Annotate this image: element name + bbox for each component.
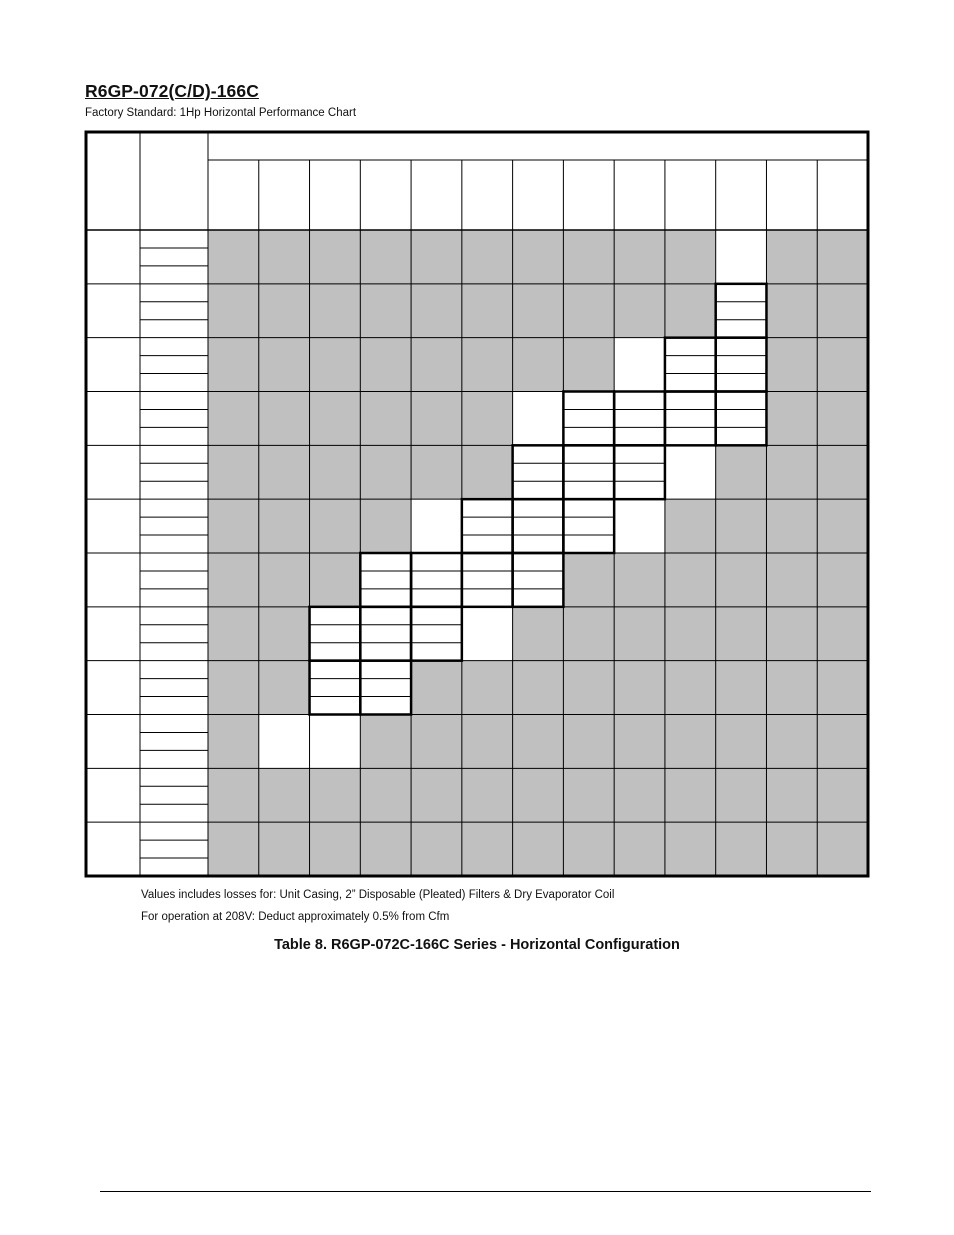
shaded-cell (411, 338, 462, 392)
shaded-cell (614, 768, 665, 822)
shaded-cell (665, 499, 716, 553)
shaded-cell (259, 392, 310, 446)
shaded-cell (817, 661, 868, 715)
shaded-cell (462, 230, 513, 284)
blank-cell (411, 499, 462, 553)
shaded-cell (310, 392, 361, 446)
blank-cell (614, 499, 665, 553)
shaded-cell (462, 392, 513, 446)
shaded-cell (259, 338, 310, 392)
shaded-cell (817, 230, 868, 284)
shaded-cell (360, 338, 411, 392)
operating-cell (665, 392, 716, 446)
operating-cell (360, 661, 411, 715)
operating-cell (716, 392, 767, 446)
operating-cell (716, 338, 767, 392)
shaded-cell (766, 822, 817, 876)
shaded-cell (513, 607, 564, 661)
shaded-cell (563, 768, 614, 822)
shaded-cell (513, 715, 564, 769)
blank-cell (310, 715, 361, 769)
operating-cell (513, 445, 564, 499)
shaded-cell (462, 445, 513, 499)
footer-rule (100, 1191, 871, 1192)
shaded-cell (716, 822, 767, 876)
shaded-cell (716, 499, 767, 553)
shaded-cell (614, 715, 665, 769)
shaded-cell (310, 553, 361, 607)
shaded-cell (360, 230, 411, 284)
shaded-cell (259, 553, 310, 607)
shaded-cell (208, 445, 259, 499)
operating-cell (614, 445, 665, 499)
shaded-cell (411, 768, 462, 822)
shaded-cell (665, 607, 716, 661)
document-title: R6GP-072(C/D)-166C (85, 81, 259, 101)
shaded-cell (411, 230, 462, 284)
shaded-cell (716, 553, 767, 607)
shaded-cell (817, 445, 868, 499)
shaded-cell (208, 499, 259, 553)
shaded-cell (614, 607, 665, 661)
shaded-cell (310, 338, 361, 392)
operating-cell (360, 607, 411, 661)
shaded-cell (716, 661, 767, 715)
shaded-cell (360, 822, 411, 876)
shaded-cell (208, 553, 259, 607)
shaded-cell (208, 607, 259, 661)
shaded-cell (665, 822, 716, 876)
shaded-cell (817, 392, 868, 446)
shaded-cell (563, 822, 614, 876)
shaded-cell (411, 445, 462, 499)
shaded-cell (817, 768, 868, 822)
shaded-cell (462, 338, 513, 392)
shaded-cell (614, 230, 665, 284)
shaded-cell (208, 822, 259, 876)
shaded-cell (310, 284, 361, 338)
shaded-cell (614, 284, 665, 338)
shaded-cell (360, 445, 411, 499)
shaded-cell (563, 284, 614, 338)
voltage-note: For operation at 208V: Deduct approximately 0.5% from Cfm (141, 911, 450, 923)
shaded-cell (411, 284, 462, 338)
shaded-cell (360, 499, 411, 553)
shaded-cell (259, 445, 310, 499)
shaded-cell (208, 768, 259, 822)
shaded-cell (360, 768, 411, 822)
blank-cell (716, 230, 767, 284)
shaded-cell (259, 230, 310, 284)
shaded-cell (411, 392, 462, 446)
shaded-cell (766, 230, 817, 284)
shaded-cell (614, 661, 665, 715)
shaded-cell (665, 230, 716, 284)
blank-cell (513, 392, 564, 446)
shaded-cell (614, 553, 665, 607)
shaded-cell (766, 284, 817, 338)
shaded-cell (766, 768, 817, 822)
shaded-cell (563, 715, 614, 769)
operating-cell (310, 607, 361, 661)
shaded-cell (716, 445, 767, 499)
shaded-cell (513, 284, 564, 338)
shaded-cell (208, 284, 259, 338)
shaded-cell (259, 768, 310, 822)
shaded-cell (766, 499, 817, 553)
shaded-cell (766, 445, 817, 499)
shaded-cell (310, 822, 361, 876)
operating-cell (360, 553, 411, 607)
shaded-cell (513, 822, 564, 876)
operating-cell (563, 392, 614, 446)
shaded-cell (411, 822, 462, 876)
shaded-cell (360, 715, 411, 769)
shaded-cell (665, 768, 716, 822)
losses-note: Values includes losses for: Unit Casing, 2” Disposable (Pleated) Filters & Dry Evaporator Coil (141, 889, 615, 901)
shaded-cell (259, 607, 310, 661)
shaded-cell (563, 338, 614, 392)
shaded-cell (259, 661, 310, 715)
shaded-cell (310, 230, 361, 284)
operating-cell (563, 499, 614, 553)
blank-cell (614, 338, 665, 392)
operating-cell (513, 553, 564, 607)
shaded-cell (259, 822, 310, 876)
shaded-cell (563, 230, 614, 284)
operating-cell (462, 499, 513, 553)
shaded-cell (513, 338, 564, 392)
operating-cell (411, 607, 462, 661)
operating-cell (513, 499, 564, 553)
shaded-cell (766, 553, 817, 607)
shaded-cell (665, 661, 716, 715)
shaded-cell (817, 553, 868, 607)
shaded-cell (766, 607, 817, 661)
shaded-cell (259, 284, 310, 338)
table-caption: Table 8. R6GP-072C-166C Series - Horizontal Configuration (274, 937, 680, 953)
shaded-cell (817, 499, 868, 553)
operating-cell (716, 284, 767, 338)
shaded-cell (208, 338, 259, 392)
operating-cell (665, 338, 716, 392)
shaded-cell (310, 499, 361, 553)
shaded-cell (665, 715, 716, 769)
shaded-cell (716, 715, 767, 769)
operating-cell (563, 445, 614, 499)
shaded-cell (766, 338, 817, 392)
shaded-cell (462, 822, 513, 876)
shaded-cell (208, 392, 259, 446)
shaded-cell (513, 661, 564, 715)
shaded-cell (817, 607, 868, 661)
shaded-cell (310, 445, 361, 499)
shaded-cell (360, 284, 411, 338)
shaded-cell (208, 715, 259, 769)
shaded-cell (716, 607, 767, 661)
shaded-cell (614, 822, 665, 876)
shaded-cell (462, 768, 513, 822)
shaded-cell (766, 715, 817, 769)
shaded-cell (208, 661, 259, 715)
shaded-cell (513, 768, 564, 822)
shaded-cell (766, 661, 817, 715)
shaded-cell (817, 338, 868, 392)
document-subtitle: Factory Standard: 1Hp Horizontal Performance Chart (85, 107, 357, 119)
operating-cell (462, 553, 513, 607)
shaded-cell (817, 284, 868, 338)
blank-cell (665, 445, 716, 499)
shaded-cell (411, 715, 462, 769)
shaded-cell (665, 553, 716, 607)
shaded-cell (462, 284, 513, 338)
shaded-cell (766, 392, 817, 446)
blank-cell (259, 715, 310, 769)
blank-cell (462, 607, 513, 661)
shaded-cell (817, 715, 868, 769)
shaded-cell (411, 661, 462, 715)
shaded-cell (462, 661, 513, 715)
shaded-cell (563, 553, 614, 607)
shaded-cell (817, 822, 868, 876)
shaded-cell (310, 768, 361, 822)
operating-cell (614, 392, 665, 446)
shaded-cell (208, 230, 259, 284)
shaded-cell (716, 768, 767, 822)
shaded-cell (462, 715, 513, 769)
shaded-cell (563, 661, 614, 715)
shaded-cell (259, 499, 310, 553)
operating-cell (411, 553, 462, 607)
shaded-cell (513, 230, 564, 284)
shaded-cell (360, 392, 411, 446)
operating-cell (310, 661, 361, 715)
shaded-cell (563, 607, 614, 661)
shaded-cell (665, 284, 716, 338)
